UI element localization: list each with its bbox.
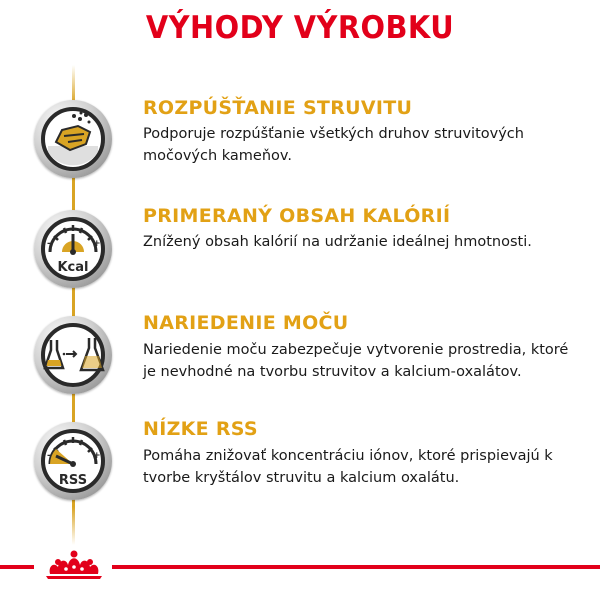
benefit-text: Podporuje rozpúšťanie všetkých druhov struvitových močových kameňov. [143,126,524,164]
kcal-gauge-icon [34,210,112,288]
royal-canin-crown-logo [40,548,108,586]
footer-red-line-left [0,565,34,569]
rss-gauge-icon [34,422,112,500]
svg-text:+: + [93,451,101,461]
benefit-text: Nariedenie moču zabezpečuje vytvorenie prostredia, ktoré je nevhodné na tvorbu struvitov a kalcium-oxalátov. [143,342,569,380]
benefit-text: Znížený obsah kalórií na udržanie ideálnej hmotnosti. [143,234,532,250]
rss-label: RSS [58,473,88,488]
benefit-heading: NÍZKE RSS [143,418,258,440]
benefit-text: Pomáha znižovať koncentráciu iónov, ktoré prispievajú k tvorbe kryštálov struvitu a kalcium oxalátu. [143,448,553,486]
svg-text:-: - [47,451,51,461]
footer-red-line-right [112,565,600,569]
urine-dilution-icon [34,316,112,394]
benefit-heading: NARIEDENIE MOČU [143,312,349,334]
svg-text:+: + [93,239,101,249]
page-title: VÝHODY VÝROBKU [145,10,455,46]
benefit-heading: ROZPÚŠŤANIE STRUVITU [143,97,413,119]
svg-text:-: - [47,239,51,249]
benefit-heading: PRIMERANÝ OBSAH KALÓRIÍ [143,205,451,227]
dissolving-crystal-icon [34,100,112,178]
kcal-label: Kcal [57,260,89,275]
